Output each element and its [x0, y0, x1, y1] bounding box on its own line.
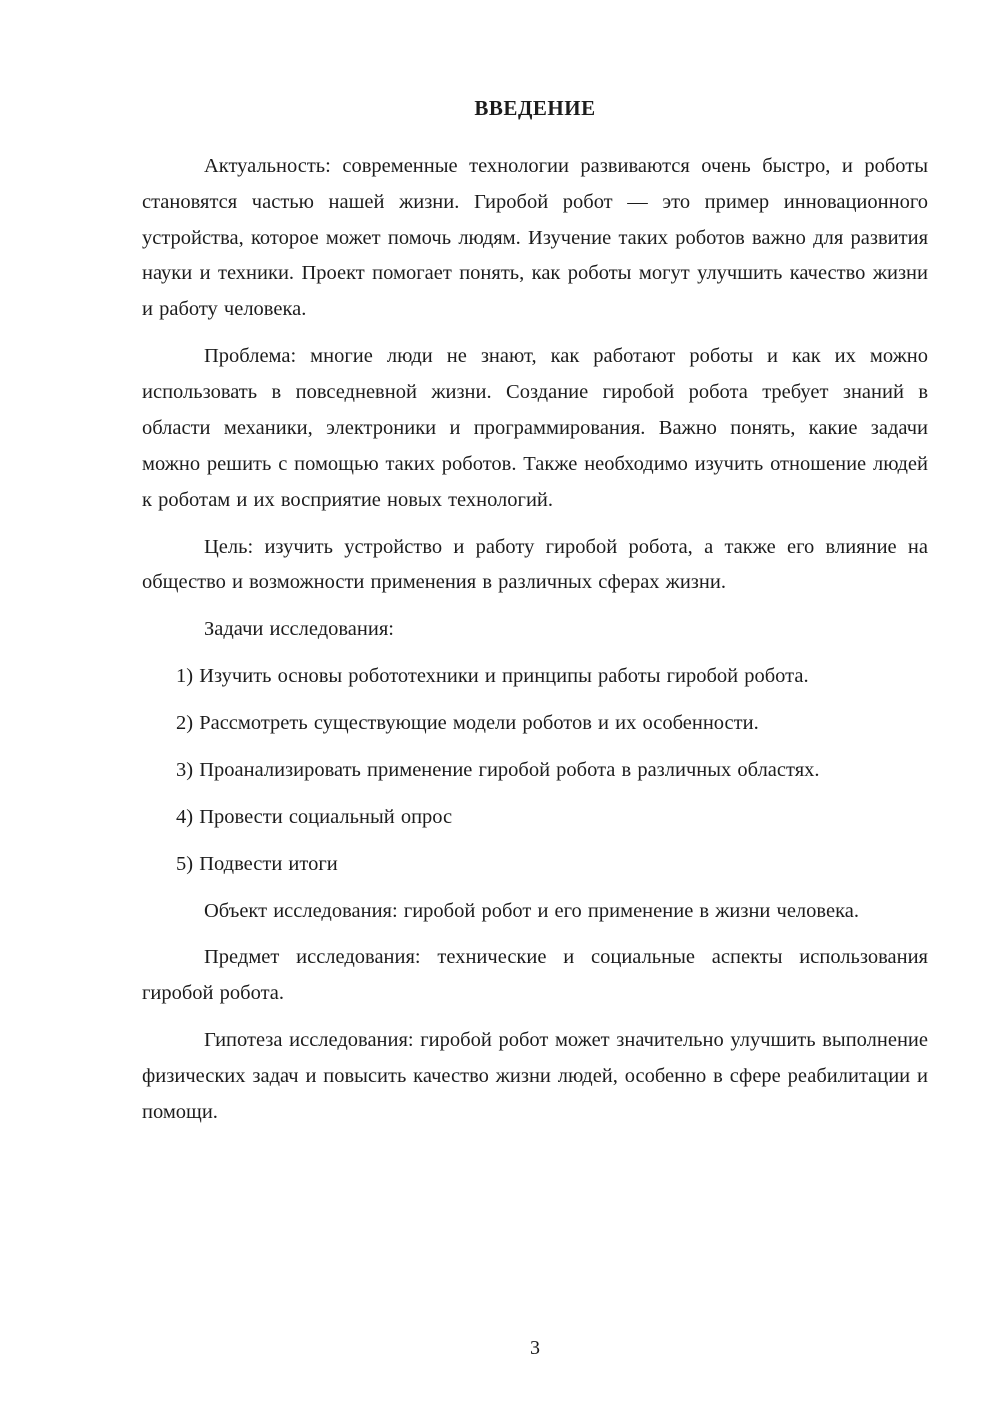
list-item-4: 4) Провести социальный опрос	[176, 805, 453, 828]
list-item-1: 1) Изучить основы робототехники и принципы работы гиробой робота.	[176, 665, 809, 688]
paragraph-tsel: Цель: изучить устройство и работу гиробой робота, а также его влияние на общество и возможности применения в различных сферах жизни.	[142, 535, 928, 594]
list-item-3: 3) Проанализировать применение гиробой робота в различных областях.	[176, 758, 820, 781]
page-number: 3	[530, 1337, 540, 1359]
paragraph-problema: Проблема: многие люди не знают, как работают роботы и как их можно использовать в повседневной жизни. Создание гиробой робота требует знаний в области механики, электроники и программирования. Важно понять, какие задачи можно решить с помощью таких роботов. Также необходимо изучить отношение людей к роботам и их восприятие новых технологий.	[142, 345, 928, 511]
paragraph-zadachi-heading: Задачи исследования:	[204, 618, 394, 641]
paragraph-obekt: Объект исследования: гиробой робот и его применение в жизни человека.	[204, 899, 859, 922]
section-title: ВВЕДЕНИЕ	[474, 96, 596, 120]
list-item-5: 5) Подвести итоги	[176, 852, 338, 875]
paragraph-gipoteza: Гипотеза исследования: гиробой робот может значительно улучшить выполнение физических задач и повысить качество жизни людей, особенно в сфере реабилитации и помощи.	[142, 1029, 928, 1123]
list-item-2: 2) Рассмотреть существующие модели роботов и их особенности.	[176, 712, 759, 734]
paragraph-predmet: Предмет исследования: технические и социальные аспекты использования гиробой робота.	[142, 946, 928, 1005]
paragraph-aktualnost: Актуальность: современные технологии развиваются очень быстро, и роботы становятся частью нашей жизни. Гиробой робот — это пример инновационного устройства, которое может помочь людям. Изучение таких роботов важно для развития науки и техники. Проект помогает понять, как роботы могут улучшить качество жизни и работу человека.	[142, 154, 928, 321]
